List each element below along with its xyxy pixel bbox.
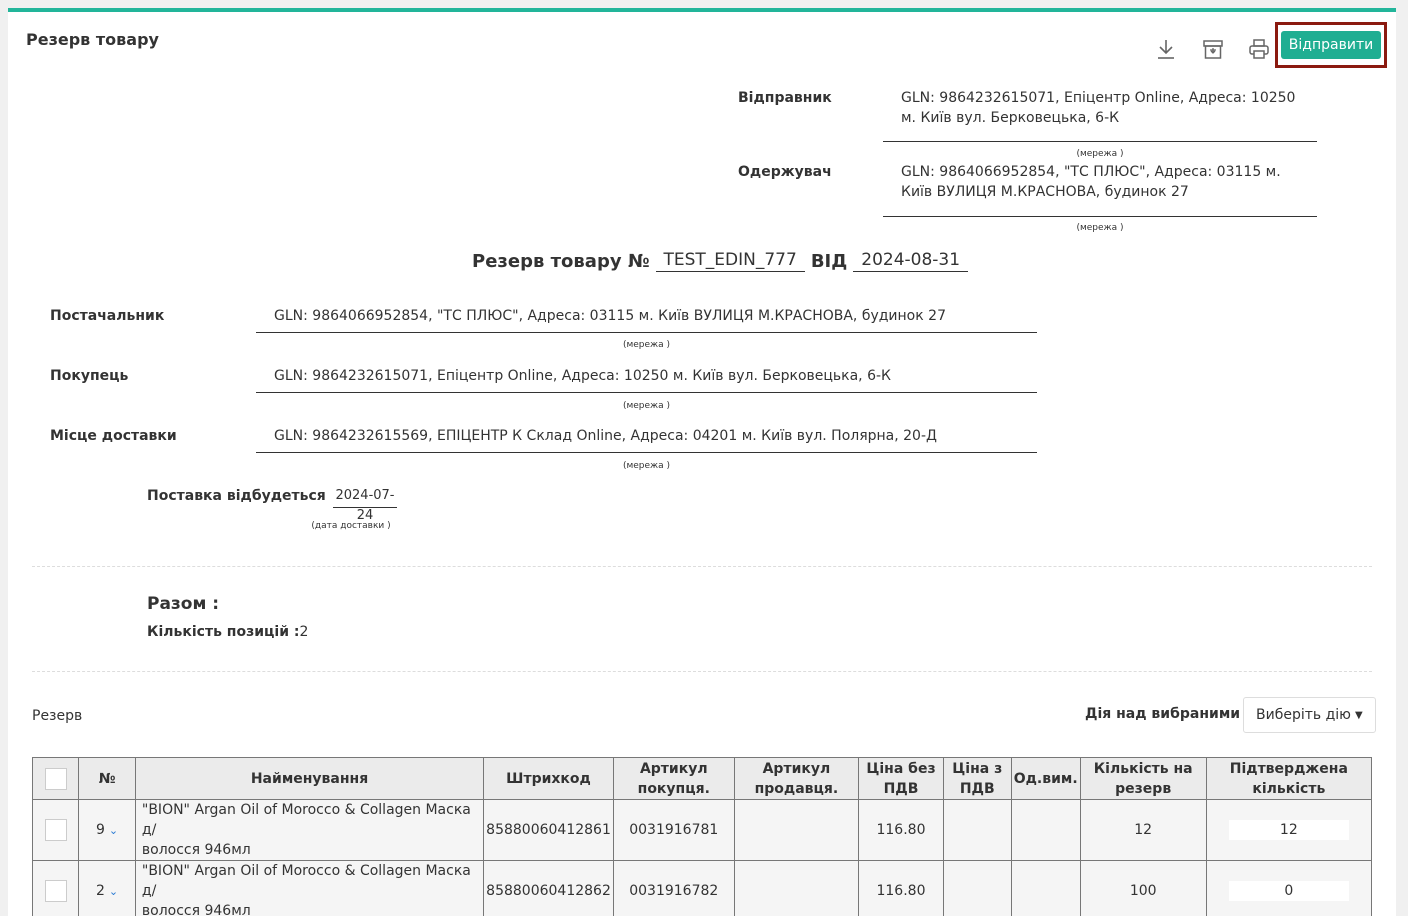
divider — [32, 566, 1372, 567]
buyer-value: GLN: 9864232615071, Епіцентр Online, Адреса: 10250 м. Київ вул. Берковецька, 6-К — [256, 366, 1037, 393]
header-price-no-vat-line-1: Ціна без — [866, 760, 936, 777]
row-confirmed — [1206, 861, 1371, 916]
row-buyer-article: 0031916782 — [613, 861, 734, 916]
row-barcode: 85880060412862 — [484, 861, 614, 916]
total-label: Разом : — [147, 594, 220, 614]
send-button-highlight — [1275, 22, 1387, 68]
document-from-label: ВІД — [810, 251, 848, 272]
header-select-all — [33, 758, 79, 800]
sender-hint: (мережа ) — [1076, 149, 1124, 159]
delivery-place-label: Місце доставки — [50, 428, 177, 444]
delivery-place-value: GLN: 9864232615569, ЕПІЦЕНТР К Склад Online, Адреса: 04201 м. Київ вул. Полярна, 20-Д — [256, 426, 1037, 453]
header-confirmed-line-2: кількість — [1252, 780, 1326, 797]
row-no-value: 2 — [95, 882, 105, 899]
header-confirmed-line-1: Підтверджена — [1229, 760, 1348, 777]
archive-icon[interactable] — [1200, 36, 1226, 62]
buyer-hint: (мережа ) — [622, 401, 671, 411]
sender-line-2: м. Київ вул. Берковецька, 6-К — [901, 110, 1120, 126]
bulk-action-label: Дія над вибраними — [1085, 706, 1241, 722]
delivery-date-label: Поставка відбудеться — [147, 488, 326, 504]
row-price-no-vat: 116.80 — [859, 861, 944, 916]
reserve-table — [32, 757, 1372, 916]
row-barcode: 85880060412861 — [484, 800, 614, 861]
row-price-vat — [943, 800, 1011, 861]
row-qty: 12 — [1080, 800, 1206, 861]
header-seller-article — [734, 758, 858, 800]
delivery-date-value: 2024-07-24 — [333, 486, 397, 508]
positions-value: 2 — [299, 624, 309, 640]
table-row — [33, 861, 1372, 916]
buyer-label: Покупець — [50, 368, 129, 384]
receiver-line-1: GLN: 9864066952854, "ТС ПЛЮС", Адреса: 03115 м. — [901, 164, 1281, 180]
row-qty: 100 — [1080, 861, 1206, 916]
chevron-down-icon[interactable]: ⌄ — [108, 823, 119, 837]
header-seller-article-line-2: продавця. — [754, 780, 839, 797]
select-all-checkbox[interactable] — [45, 768, 67, 790]
sender-line-1: GLN: 9864232615071, Епіцентр Online, Адреса: 10250 — [901, 90, 1296, 106]
header-qty-line-2: резерв — [1115, 780, 1172, 797]
header-price-no-vat-line-2: ПДВ — [883, 780, 919, 797]
main-card — [8, 8, 1396, 916]
row-name — [135, 861, 483, 916]
row-name — [135, 800, 483, 861]
row-confirmed — [1206, 800, 1371, 861]
header-price-no-vat — [859, 758, 944, 800]
header-barcode: Штрихкод — [484, 758, 614, 800]
header-buyer-article — [613, 758, 734, 800]
header-price-vat — [943, 758, 1011, 800]
header-no: № — [79, 758, 136, 800]
header-buyer-article-line-2: покупця. — [637, 780, 710, 797]
reserve-section-label: Резерв — [32, 708, 83, 724]
document-title — [472, 250, 974, 272]
receiver-hint: (мережа ) — [1076, 223, 1124, 233]
row-no[interactable] — [79, 861, 136, 916]
header-name: Найменування — [135, 758, 483, 800]
header-qty — [1080, 758, 1206, 800]
header-price-vat-line-1: Ціна з — [952, 760, 1003, 777]
caret-down-icon: ▼ — [1354, 709, 1363, 721]
bulk-action-select-value: Виберіть дію — [1256, 707, 1351, 723]
row-select — [33, 861, 79, 916]
row-seller-article — [734, 800, 858, 861]
receiver-line-2: Київ ВУЛИЦЯ М.КРАСНОВА, будинок 27 — [901, 184, 1189, 200]
row-seller-article — [734, 861, 858, 916]
row-buyer-article: 0031916781 — [613, 800, 734, 861]
header-buyer-article-line-1: Артикул — [639, 760, 708, 777]
chevron-down-icon[interactable]: ⌄ — [108, 884, 119, 898]
row-price-vat — [943, 861, 1011, 916]
header-confirmed — [1206, 758, 1371, 800]
row-name-line-1: "BION" Argan Oil of Morocco & Collagen Маска д/ — [141, 863, 471, 899]
sender-label: Відправник — [738, 90, 832, 106]
row-name-line-2: волосся 946мл — [141, 842, 251, 858]
supplier-label: Постачальник — [50, 308, 165, 324]
row-no[interactable] — [79, 800, 136, 861]
receiver-label: Одержувач — [738, 164, 832, 180]
delivery-place-hint: (мережа ) — [622, 461, 671, 471]
supplier-hint: (мережа ) — [622, 340, 671, 350]
row-checkbox[interactable] — [45, 819, 67, 841]
row-checkbox[interactable] — [45, 880, 67, 902]
document-number: TEST_EDIN_777 — [656, 250, 805, 272]
positions-count — [147, 624, 308, 640]
document-date: 2024-08-31 — [853, 250, 968, 272]
header-unit: Од.вим. — [1011, 758, 1080, 800]
confirmed-qty-input[interactable] — [1229, 820, 1349, 840]
confirmed-qty-input[interactable] — [1229, 881, 1349, 901]
divider — [32, 671, 1372, 672]
printer-icon[interactable] — [1246, 36, 1272, 62]
row-name-line-1: "BION" Argan Oil of Morocco & Collagen Маска д/ — [141, 802, 471, 838]
table-header-row — [33, 758, 1372, 800]
receiver-value — [883, 162, 1317, 217]
table-row — [33, 800, 1372, 861]
row-select — [33, 800, 79, 861]
row-price-no-vat: 116.80 — [859, 800, 944, 861]
row-unit — [1011, 800, 1080, 861]
header-qty-line-1: Кількість на — [1093, 760, 1193, 777]
supplier-value: GLN: 9864066952854, "ТС ПЛЮС", Адреса: 03115 м. Київ ВУЛИЦЯ М.КРАСНОВА, будинок 27 — [256, 306, 1037, 333]
delivery-date-hint: (дата доставки ) — [311, 521, 391, 531]
header-price-vat-line-2: ПДВ — [959, 780, 995, 797]
positions-label: Кількість позицій : — [147, 624, 300, 640]
row-no-value: 9 — [95, 821, 105, 838]
row-name-line-2: волосся 946мл — [141, 903, 251, 916]
row-unit — [1011, 861, 1080, 916]
bulk-action-select[interactable] — [1243, 697, 1376, 733]
download-icon[interactable] — [1153, 36, 1179, 62]
header-seller-article-line-1: Артикул — [762, 760, 831, 777]
send-button[interactable]: Відправити — [1281, 31, 1381, 59]
sender-value — [883, 88, 1317, 142]
document-title-label: Резерв товару № — [472, 251, 650, 272]
page-title: Резерв товару — [26, 30, 159, 49]
